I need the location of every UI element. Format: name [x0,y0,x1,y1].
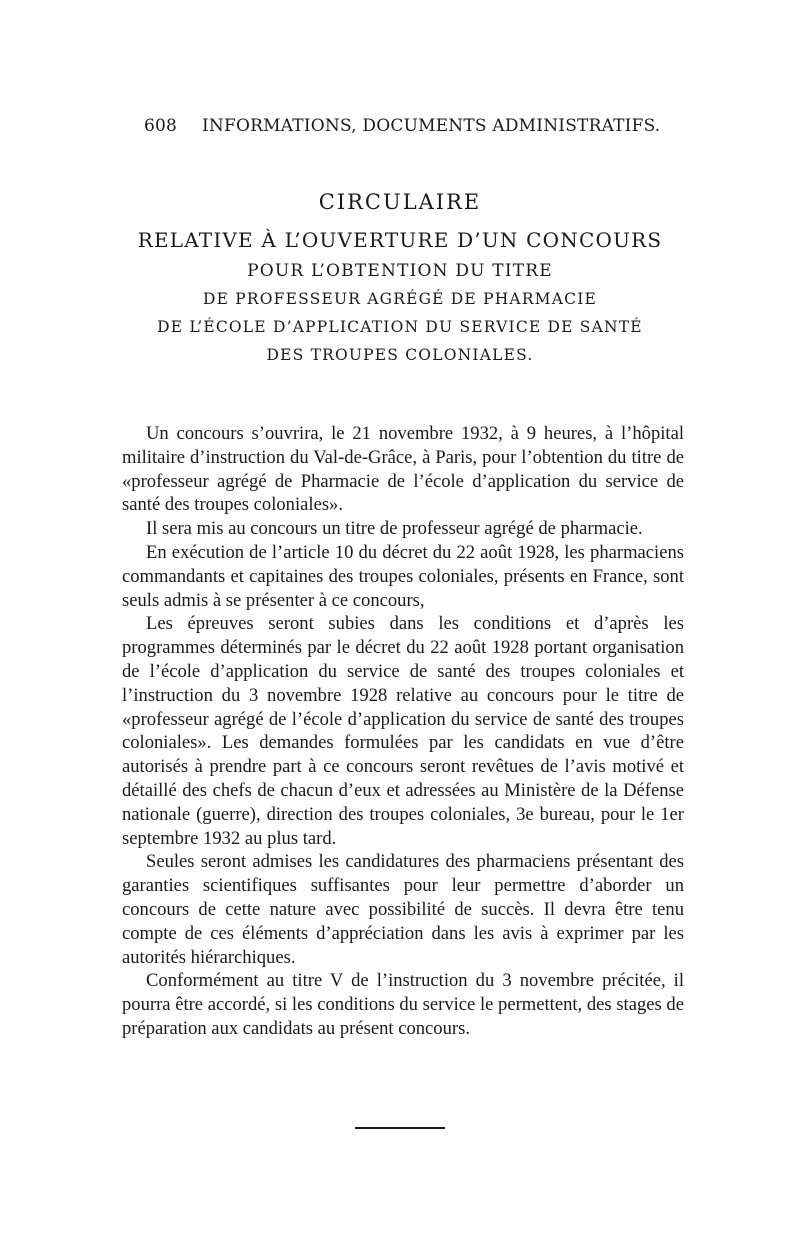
separator-rule [355,1127,445,1129]
title-line-5: DE L’ÉCOLE D’APPLICATION DU SERVICE DE SANTÉ [157,318,643,336]
running-header [144,116,684,136]
paragraph: En exécution de l’article 10 du décret du 22 août 1928, les pharmaciens commandants et capitaines des troupes coloniales, présents en France, sont seuls admis à se présenter à ce concours, [122,541,684,611]
circular-title [120,190,680,364]
body-text [122,422,684,1041]
paragraph: Il sera mis au concours un titre de professeur agrégé de pharmacie. [146,518,643,540]
running-title: INFORMATIONS, DOCUMENTS ADMINISTRATIFS. [202,116,661,136]
title-line-4: DE PROFESSEUR AGRÉGÉ DE PHARMACIE [202,290,598,308]
paragraph: Les épreuves seront subies dans les conditions et d’après les programmes déterminés par le décret du 22 août 1928 portant organisation de l’école d’application du service de santé des troupes coloniales et l’instruction du 3 novembre 1928 relative au concours pour le titre de «professeur agrégé de l’école d’application du service de santé des troupes coloniales». Les demandes formulées par les candidats en vue d’être autorisés à prendre part à ce concours seront revêtues de l’avis motivé et détaillé des chefs de chacun d’eux et adressées au Ministère de la Défense nationale (guerre), direction des troupes coloniales, 3e bureau, pour le 1er septembre 1932 au plus tard. [122,613,684,849]
page-number: 608 [144,116,178,136]
title-line-1: CIRCULAIRE [318,190,482,214]
paragraph: Seules seront admises les candidatures des pharmaciens présentant des garanties scientifiques suffisantes pour leur permettre d’aborder un concours de cette nature avec possibilité de succès. Il devra être tenu compte de ces éléments d’appréciation dans les avis à exprimer par les autorités hiérarchiques. [122,851,684,968]
paragraph: Conformément au titre V de l’instruction du 3 novembre précitée, il pourra être accordé, si les conditions du service le permettent, des stages de préparation aux candidats au présent concours. [122,970,684,1039]
title-line-2: RELATIVE À L’OUVERTURE D’UN CONCOURS [137,228,663,252]
paragraph: Un concours s’ouvrira, le 21 novembre 1932, à 9 heures, à l’hôpital militaire d’instruction du Val-de-Grâce, à Paris, pour l’obtention du titre de «professeur agrégé de Pharmacie de l’école d’application du service de santé des troupes coloniales». [122,423,684,516]
title-line-6: DES TROUPES COLONIALES. [266,346,534,364]
title-line-3: POUR L’OBTENTION DU TITRE [247,261,553,281]
